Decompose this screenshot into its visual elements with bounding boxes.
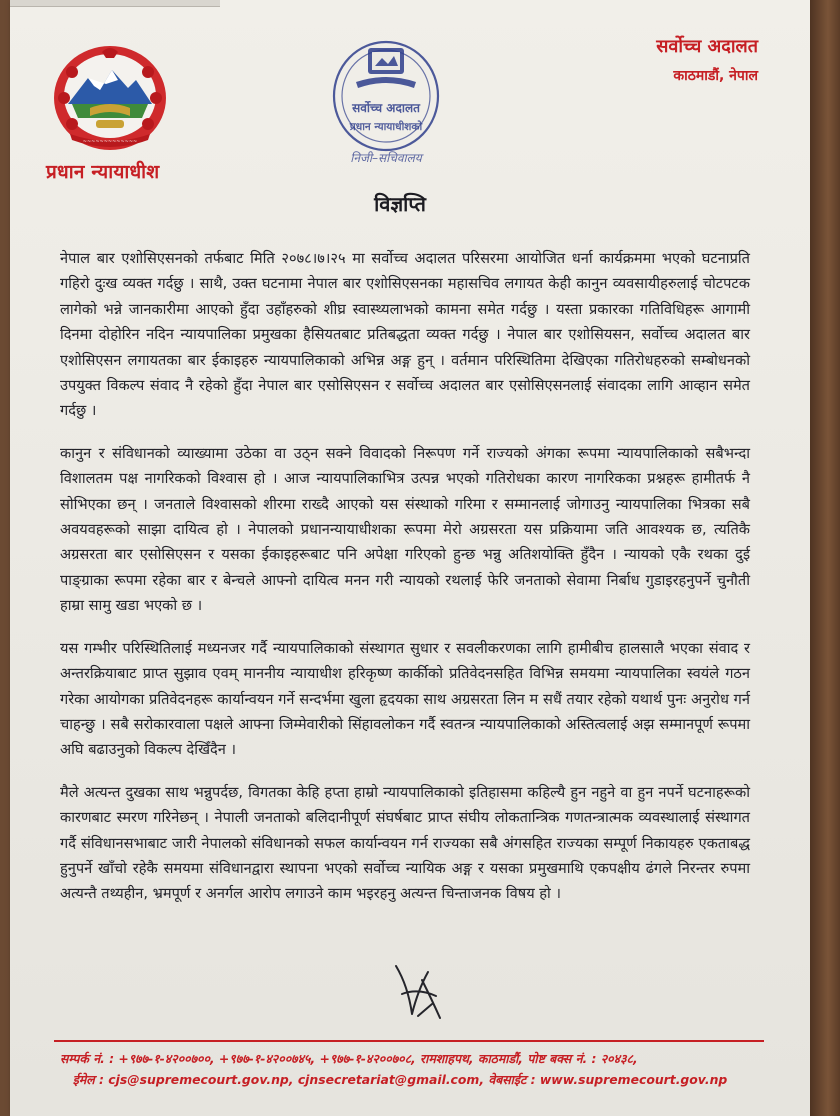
paragraph-3: यस गम्भीर परिस्थितिलाई मध्यनजर गर्दै न्यायपालिकाको संस्थागत सुधार र सवलीकरणका लागि हामीबीच हालसालै भएका संवाद र अन्तरक्रियाबाट प्राप्त सुझाव एवम् माननीय न्यायाधीश हरिकृष्ण कार्कीको प्रतिवेदनसहित विभिन्न समयमा न्यायपालिका स्वयंले गठन गरेका आयोगका प्रतिवेदनहरू कार्यान्वयन गर्ने सन्दर्भमा खुला हृदयका साथ अग्रसरता लिन म सधैं तयार रहेको यथार्थ पुनः अनुरोध गर्न चाहन्छु । सबै सरोकारवाला पक्षले आफ्ना जिम्मेवारीको सिंहावलोकन गर्दै स्वतन्त्र न्यायपालिकाको अस्तित्वलाई अझ सम्मानपूर्ण रूपमा अघि बढाउनुको विकल्प देखिँदैन । bbox=[60, 639, 750, 759]
website-link[interactable]: www.supremecourt.gov.np bbox=[539, 1072, 728, 1087]
website-label: वेबसाईट bbox=[488, 1072, 527, 1087]
document-page bbox=[10, 0, 810, 1116]
supreme-court-seal-icon bbox=[328, 36, 448, 176]
seal-text-line3: निजी–सचिवालय bbox=[350, 151, 422, 165]
nepal-coat-of-arms-icon bbox=[50, 42, 170, 154]
svg-text:~~~~~~~~~~~~~: ~~~~~~~~~~~~~ bbox=[82, 139, 138, 145]
organization-block bbox=[558, 34, 758, 85]
paragraph-1: नेपाल बार एशोसिएसनको तर्फबाट मिति २०७८।७।२५ मा सर्वोच्च अदालत परिसरमा आयोजित धर्ना कार्यक्रममा भएको घटनाप्रति गहिरो दुःख व्यक्त गर्दछु । साथै, उक्त घटनामा नेपाल बार एशोसिएसनका महासचिव लगायत केही कानुन व्यवसायीहरुलाई चोटपटक लागेको भन्ने जानकारीमा आएको हुँदा उहाँहरुको शीघ्र स्वास्थ्यलाभको कामना समेत गर्दछु । यस्ता प्रकारका गतिविधिहरू आगामी दिनमा दोहोरिन नदिन न्यायपालिका प्रमुखका हैसियतबाट प्रतिबद्धता व्यक्त गर्दछु । नेपाल बार एशोसियसन, सर्वोच्च अदालत बार एशोसिएसन लगायतका बार ईकाइहरु न्यायपालिकाको अभिन्न अङ्ग हुन् । वर्तमान परिस्थितिमा देखिएका गतिरोधहरुको सम्बोधनको उपयुक्त विकल्प संवाद नै रहेको हुँदा नेपाल बार एसोसिएसन र सर्वोच्च अदालत बार एसोसिएसनलाई संवादका लागि आव्हान समेत गर्दछु । bbox=[60, 250, 750, 420]
paragraph-2: कानुन र संविधानको व्याख्यामा उठेका वा उठ्न सक्ने विवादको निरूपण गर्ने राज्यको अंगका रूपमा न्यायपालिकाको सबैभन्दा विशालतम पक्ष नागरिकको विश्वास हो । आज न्यायपालिकाभित्र उत्पन्न भएको गतिरोधका कारण नागरिकका प्रश्नहरू हामीतर्फ नै सोभिएका छन् । जनताले विश्वासको शीरमा राख्दै आएको यस संस्थाको गरिमा र सम्मानलाई जोगाउनु न्यायपालिका भित्रका सबै अवयवहरूको साझा दायित्व हो । नेपालको प्रधानन्यायाधीशका रूपमा मेरो अग्रसरता यस प्रक्रियामा जति आवश्यक छ, त्यतिकै अग्रसरता बार एसोसिएसन र यसका ईकाइहरूबाट पनि अपेक्षा गरिएको हुन्छ भन्नु अतिशयोक्ति हुँदैन । न्यायको एकै रथका दुई पाङ्ग्राका रूपमा रहेका बार र बेन्चले आफ्नो दायित्व मनन गरी न्यायको रथलाई फेरि जनताको सेवामा निर्बाध गुडाइरहनुपर्ने चुनौती हाम्रा सामु खडा भएको छ । bbox=[60, 444, 750, 615]
signature-mark bbox=[388, 960, 448, 1022]
organization-place: काठमाडौं, नेपाल bbox=[673, 68, 758, 84]
email-link-1[interactable]: cjs@supremecourt.gov.np bbox=[108, 1072, 289, 1087]
seal-text-line1: सर्वोच्च अदालत bbox=[352, 101, 420, 115]
notice-body bbox=[60, 246, 750, 924]
table-background bbox=[810, 0, 840, 1116]
organization-title: सर्वोच्च अदालत bbox=[656, 36, 758, 57]
notice-heading: विज्ञप्ति bbox=[374, 192, 426, 216]
footer-web-line: ईमेल : cjs@supremecourt.gov.np, cjnsecretariat@gmail.com, वेबसाईट : www.supremecourt.gov.np bbox=[72, 1072, 728, 1087]
chief-justice-title: प्रधान न्यायाधीश bbox=[46, 161, 160, 183]
paragraph-4: मैले अत्यन्त दुखका साथ भन्नुपर्दछ, विगतका केहि हप्ता हाम्रो न्यायपालिकाको इतिहासमा कहिल्यै हुन नहुने वा हुन नपर्ने घटनाहरूको कारणबाट स्मरण गरिनेछन् । नेपाली जनताको बलिदानीपूर्ण संघर्षबाट प्राप्त संघीय लोकतान्त्रिक गणतन्त्रात्मक व्यवस्थालाई संस्थागत गर्दै संविधानसभाबाट जारी नेपालको संविधानको सफल कार्यान्वयन गर्न राज्यका सबै अंगसहित राज्यका सम्पूर्ण निकायहरु एकताबद्ध हुनुपर्ने खाँचो रहेकै समयमा संविधानद्वारा स्थापना भएको सर्वोच्च न्यायिक अङ्ग र यसका प्रमुखमाथि एकपक्षीय ढंगले निरन्तर रुपमा अत्यन्तै तथ्यहीन, भ्रमपूर्ण र अनर्गल आरोप लगाउने काम भइरहनु अत्यन्त चिन्ताजनक विषय हो । bbox=[60, 783, 750, 903]
email-link-2[interactable]: cjnsecretariat@gmail.com bbox=[297, 1072, 480, 1087]
footer-divider bbox=[54, 1040, 764, 1042]
seal-text-line2: प्रधान न्यायाधीशको bbox=[349, 121, 423, 133]
top-paper-strip bbox=[10, 0, 220, 7]
email-label: ईमेल bbox=[72, 1072, 95, 1087]
footer-contact-line: सम्पर्क नं. : +९७७-१-४२००७००, +९७७-१-४२००७४५, +९७७-१-४२००७०८, रामशाहपथ, काठमाडौं, पोष्ट बक्स नं. : २०४३८, bbox=[60, 1051, 638, 1066]
